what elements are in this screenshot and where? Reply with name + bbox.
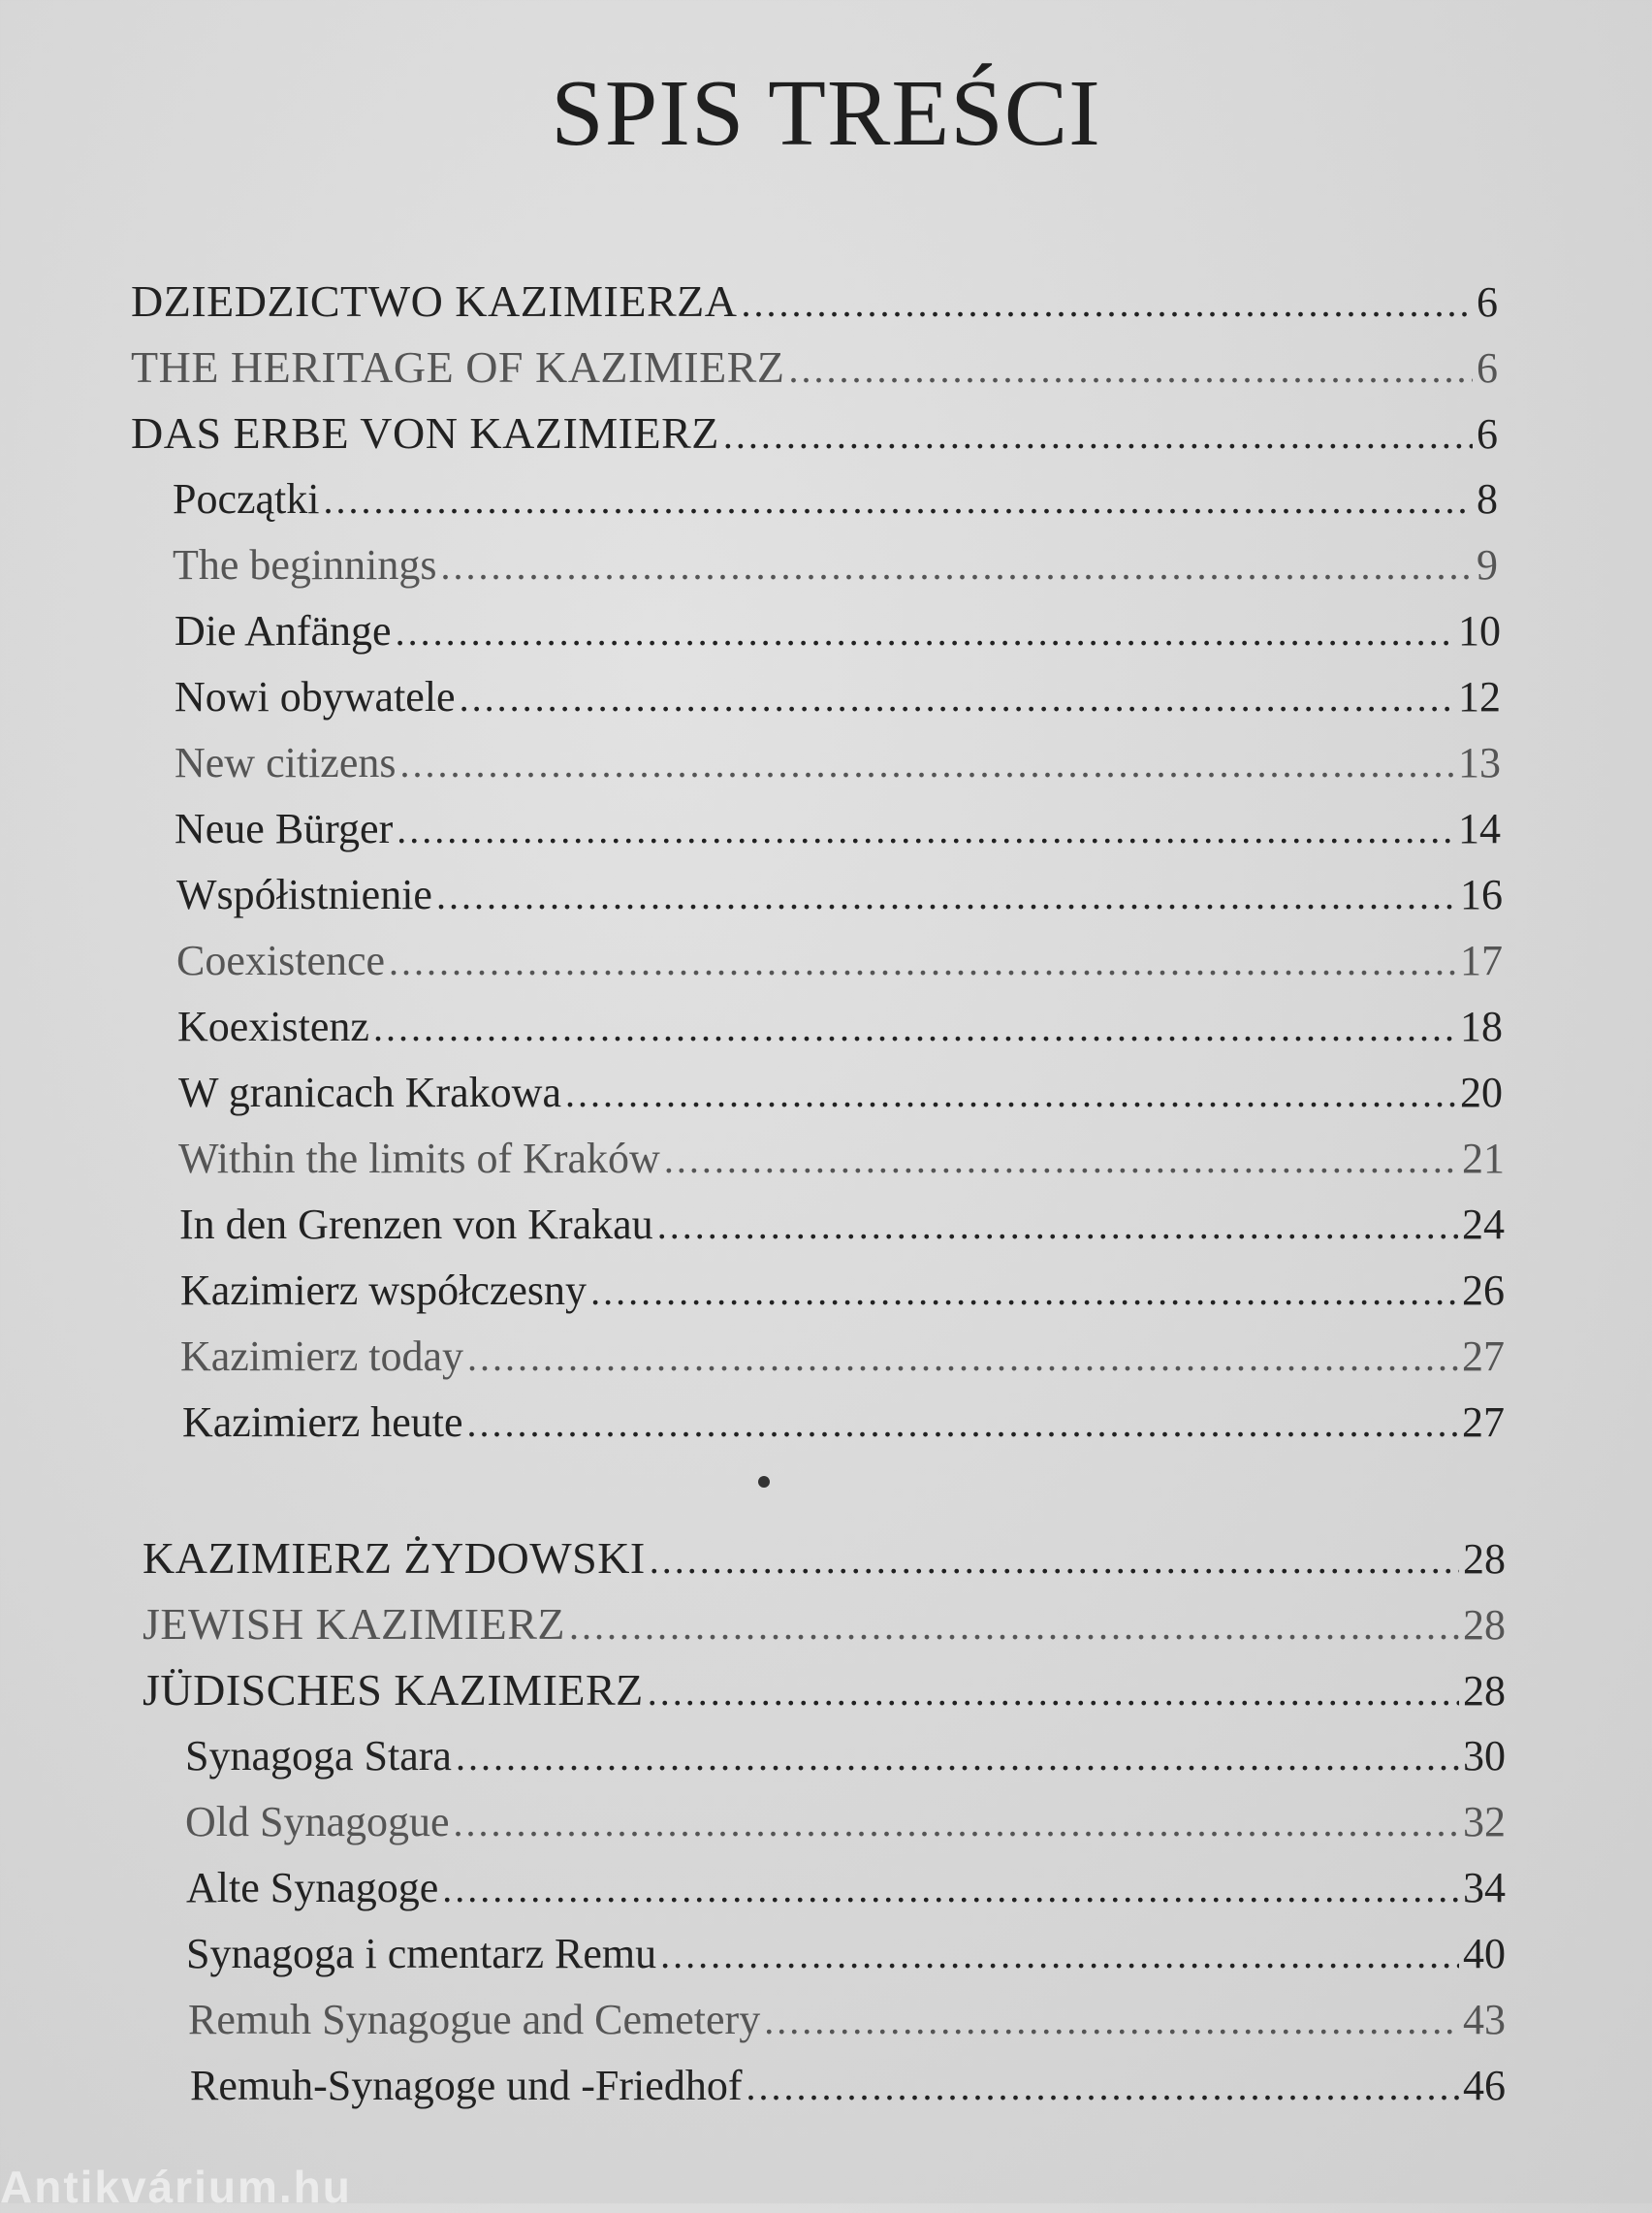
toc-entry-page-number: 20 [1460, 1069, 1503, 1116]
toc-entry-label: Kazimierz współczesny [180, 1267, 588, 1314]
toc-entry-page-number: 13 [1458, 739, 1501, 786]
dot-leader [441, 536, 1473, 596]
dot-leader [436, 866, 1456, 926]
dot-leader [660, 1925, 1459, 1985]
section-separator-dot [758, 1476, 770, 1488]
dot-leader [399, 734, 1454, 794]
toc-entry [175, 799, 1501, 859]
toc-entry-page-number: 16 [1460, 871, 1503, 918]
toc-entry-page-number: 46 [1463, 2062, 1506, 2109]
toc-entry-label: Coexistence [176, 937, 386, 984]
toc-entry-label: Kazimierz heute [182, 1398, 463, 1446]
dot-leader [460, 668, 1454, 728]
toc-entry-label: JÜDISCHES KAZIMIERZ [143, 1665, 644, 1715]
dot-leader [569, 1596, 1459, 1656]
toc-entry-page-number: 18 [1460, 1003, 1503, 1050]
toc-entry [131, 272, 1498, 332]
toc-entry [186, 1924, 1506, 1984]
toc-entry-label: Alte Synagoge [186, 1864, 439, 1911]
toc-entry-label: JEWISH KAZIMIERZ [143, 1599, 565, 1649]
toc-entry [178, 1129, 1505, 1189]
toc-entry-label: W granicach Krakowa [178, 1069, 561, 1116]
toc-entry [180, 1261, 1505, 1321]
toc-entry-page-number: 24 [1462, 1201, 1505, 1248]
toc-entry-page-number: 27 [1462, 1332, 1505, 1380]
toc-entry [186, 1858, 1506, 1918]
dot-leader [389, 932, 1456, 992]
toc-entry-label: Die Anfänge [175, 607, 392, 655]
toc-entry-page-number: 21 [1462, 1135, 1505, 1182]
toc-entry [177, 997, 1503, 1057]
toc-entry-label: New citizens [175, 739, 397, 786]
toc-entry-page-number: 28 [1463, 1601, 1506, 1649]
toc-entry [182, 1393, 1505, 1453]
toc-entry-label: The beginnings [173, 541, 437, 589]
toc-entry [176, 865, 1503, 925]
toc-entry [185, 1792, 1506, 1852]
toc-entry [178, 1063, 1503, 1123]
page-title: SPIS TREŚCI [551, 61, 1101, 166]
toc-entry-label: THE HERITAGE OF KAZIMIERZ [131, 342, 785, 392]
dot-leader [664, 1130, 1458, 1190]
dot-leader [650, 1530, 1459, 1590]
toc-entry [131, 337, 1498, 398]
dot-leader [746, 2057, 1459, 2117]
toc-entry-page-number: 32 [1463, 1798, 1506, 1845]
toc-entry-page-number: 9 [1477, 541, 1498, 589]
toc-entry [188, 1990, 1506, 2050]
toc-entry-label: Koexistenz [177, 1003, 369, 1050]
dot-leader [467, 1328, 1458, 1388]
dot-leader [590, 1262, 1458, 1322]
toc-entry-label: Kazimierz today [180, 1332, 463, 1380]
toc-entry-page-number: 6 [1477, 344, 1498, 392]
toc-entry-label: Synagoga i cmentarz Remu [186, 1930, 657, 1977]
toc-entry [180, 1327, 1505, 1387]
toc-entry [176, 931, 1503, 991]
toc-entry [175, 667, 1501, 727]
toc-entry-page-number: 6 [1477, 278, 1498, 326]
dot-leader [373, 998, 1456, 1058]
toc-entry-page-number: 17 [1460, 937, 1503, 984]
toc-entry-page-number: 27 [1462, 1398, 1505, 1446]
dot-leader [456, 1727, 1459, 1787]
dot-leader [657, 1196, 1458, 1256]
toc-entry [185, 1726, 1506, 1786]
dot-leader [648, 1662, 1459, 1722]
toc-entry-label: Nowi obywatele [175, 673, 456, 721]
toc-entry [143, 1660, 1506, 1720]
dot-leader [324, 470, 1473, 530]
dot-leader [442, 1859, 1459, 1919]
toc-entry [179, 1195, 1505, 1255]
toc-entry-page-number: 10 [1458, 607, 1501, 655]
dot-leader [723, 405, 1473, 465]
toc-entry-page-number: 26 [1462, 1267, 1505, 1314]
toc-entry-label: Within the limits of Kraków [178, 1135, 660, 1182]
toc-entry-label: KAZIMIERZ ŻYDOWSKI [143, 1533, 646, 1583]
toc-entry-label: Remuh Synagogue and Cemetery [188, 1996, 761, 2043]
dot-leader [788, 339, 1473, 400]
toc-entry [131, 403, 1498, 464]
toc-entry-label: Synagoga Stara [185, 1732, 452, 1780]
toc-entry-label: In den Grenzen von Krakau [179, 1201, 653, 1248]
dot-leader [454, 1793, 1459, 1853]
toc-entry-label: Współistnienie [176, 871, 432, 918]
dot-leader [764, 1991, 1459, 2051]
toc-entry [143, 1594, 1506, 1654]
toc-entry-page-number: 40 [1463, 1930, 1506, 1977]
toc-entry-page-number: 28 [1463, 1535, 1506, 1583]
toc-entry-label: Old Synagogue [185, 1798, 450, 1845]
toc-entry-page-number: 12 [1458, 673, 1501, 721]
watermark: Antikvárium.hu [0, 2162, 352, 2212]
toc-entry-label: Neue Bürger [175, 805, 394, 852]
toc-entry-page-number: 14 [1458, 805, 1501, 852]
toc-entry-label: DZIEDZICTWO KAZIMIERZA [131, 276, 738, 326]
toc-entry-page-number: 43 [1463, 1996, 1506, 2043]
dot-leader [396, 602, 1454, 662]
toc-entry [175, 733, 1501, 793]
toc-entry-page-number: 6 [1477, 410, 1498, 458]
toc-entry-page-number: 34 [1463, 1864, 1506, 1911]
dot-leader [741, 273, 1473, 334]
toc-entry-page-number: 8 [1477, 475, 1498, 523]
toc-entry-label: Remuh-Synagoge und -Friedhof [190, 2062, 743, 2109]
dot-leader [565, 1064, 1456, 1124]
toc-entry [190, 2056, 1506, 2116]
dot-leader [467, 1394, 1458, 1454]
toc-entry-page-number: 28 [1463, 1667, 1506, 1715]
toc-entry [175, 601, 1501, 661]
dot-leader [397, 800, 1454, 860]
toc-entry [143, 1528, 1506, 1588]
toc-entry [173, 535, 1498, 595]
toc-entry [173, 469, 1498, 529]
toc-entry-label: Początki [173, 475, 320, 523]
toc-entry-label: DAS ERBE VON KAZIMIERZ [131, 408, 719, 458]
toc-entry-page-number: 30 [1463, 1732, 1506, 1780]
